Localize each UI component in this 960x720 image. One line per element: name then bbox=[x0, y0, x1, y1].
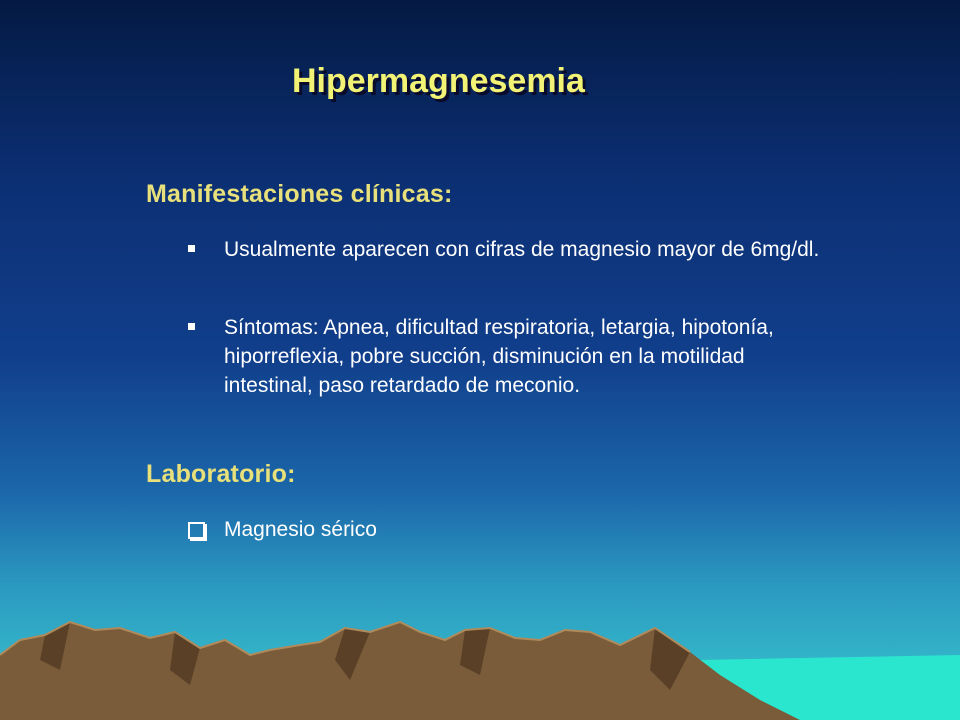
square-bullet-icon bbox=[188, 245, 195, 252]
bullet-text: Usualmente aparecen con cifras de magnesio mayor de 6mg/dl. bbox=[224, 238, 820, 261]
bullet-item bbox=[188, 313, 828, 400]
checkbox-bullet-icon bbox=[188, 522, 205, 539]
mountain-landscape bbox=[0, 560, 960, 720]
square-bullet-icon bbox=[188, 323, 195, 330]
bullet-item bbox=[188, 235, 828, 264]
bullet-text: Síntomas: Apnea, dificultad respiratoria, letargia, hipotonía, hiporreflexia, pobre succión, disminución en la motilidad intestinal, paso retardado de meconio. bbox=[224, 316, 774, 397]
section-heading-lab: Laboratorio: bbox=[146, 460, 296, 488]
slide-title: Hipermagnesemia bbox=[292, 62, 585, 100]
bullet-item bbox=[188, 515, 828, 544]
bullet-text: Magnesio sérico bbox=[224, 518, 377, 541]
section-heading-clinical: Manifestaciones clínicas: bbox=[146, 180, 453, 208]
